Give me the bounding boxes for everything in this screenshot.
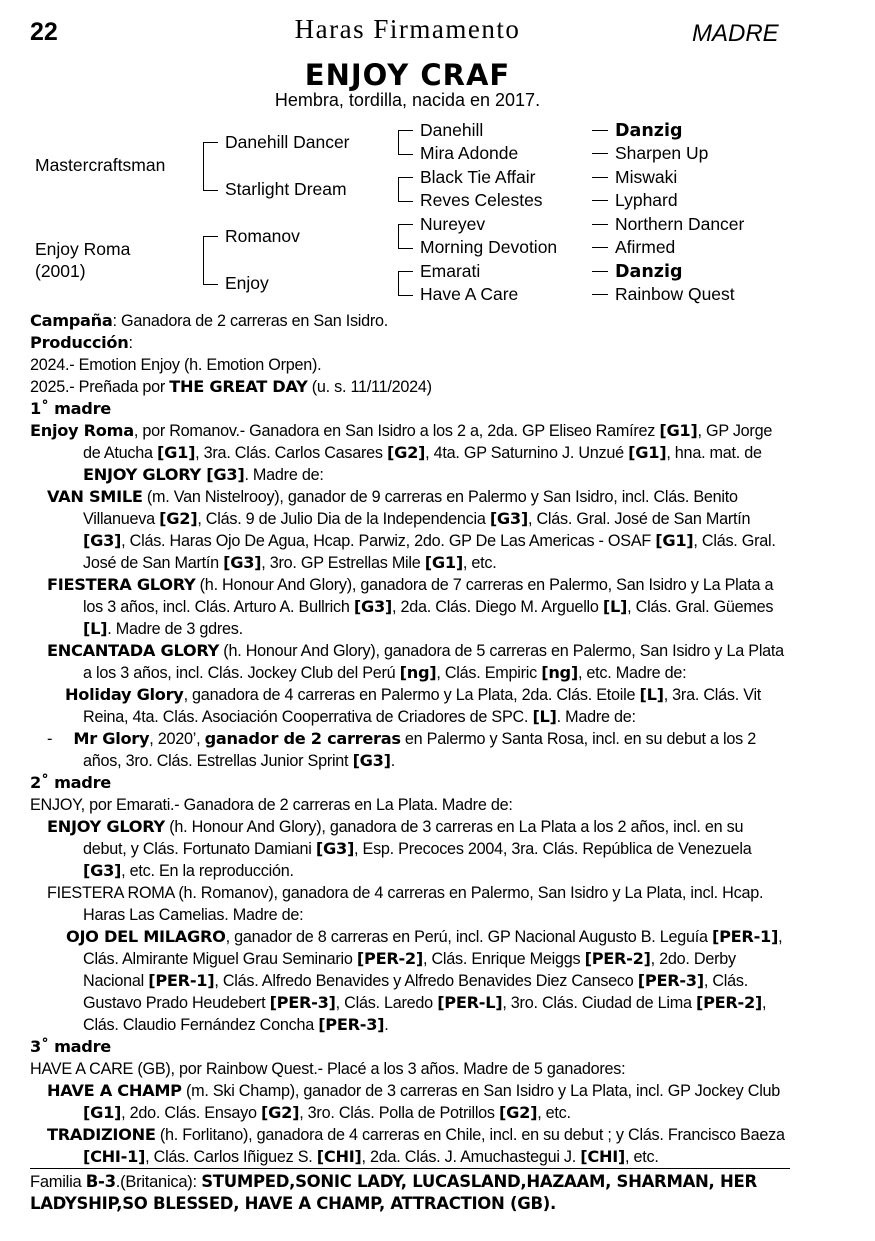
section-label: MADRE <box>692 20 779 47</box>
pedigree-bracket <box>398 177 413 202</box>
pedigree-g4: Miswaki <box>615 167 678 187</box>
madre1-heading: 1˚ madre <box>30 399 111 418</box>
pedigree-dam-year: (2001) <box>35 261 86 281</box>
haras-title: Haras Firmamento <box>294 14 521 44</box>
pedigree-g3: Reves Celestes <box>420 190 543 210</box>
produccion-line: 2025.- Preñada por THE GREAT DAY (u. s. 11/11/2024) <box>30 377 432 396</box>
pedigree-g2: Starlight Dream <box>225 179 347 199</box>
pedigree-dam: Enjoy Roma <box>35 239 131 259</box>
offspring-van-smile: VAN SMILE (m. Van Nistelrooy), ganador de 9 carreras en Palermo y San Isidro, incl. Clás. Benito Villanueva [G2], Clás. 9 de Julio Dia de la Independencia [G3], Clás. Gral. José de San Martín [G3], Clás. Haras Ojo De Agua, Hcap. Parwiz, 2do. GP De Las Americas - OSAF [G1], Clás. Gral. José de San Martín [G3], 3ro. GP Estrellas Mile [G1], etc. <box>47 487 776 572</box>
page-number: 22 <box>30 18 58 46</box>
offspring-tradizione: TRADIZIONE (h. Forlitano), ganadora de 4 carreras en Chile, incl. en su debut ; y Clás. Francisco Baeza [CHI-1], Clás. Carlos Iñiguez S. [CHI], 2da. Clás. J. Amuchastegui J. [CHI], etc. <box>47 1125 785 1166</box>
pedigree-dash <box>592 247 608 248</box>
pedigree-g4: Northern Dancer <box>615 214 745 234</box>
pedigree-g4: Lyphard <box>615 190 678 210</box>
offspring-mr-glory: - Mr Glory, 2020’, ganador de 2 carreras en Palermo y Santa Rosa, incl. en su debut a los 2 años, 3ro. Clás. Estrellas Junior Sprint [G3]. <box>47 729 756 770</box>
pedigree-g3: Have A Care <box>420 284 519 304</box>
madre2-heading: 2˚ madre <box>30 773 111 792</box>
pedigree-dash <box>592 271 608 272</box>
horse-name: ENJOY CRAF <box>304 58 511 92</box>
offspring-ojo-del-milagro: OJO DEL MILAGRO, ganador de 8 carreras en Perú, incl. GP Nacional Augusto B. Leguía [PER-1], Clás. Almirante Miguel Grau Seminario [PER-2], Clás. Enrique Meiggs [PER-2], 2do. Derby Nacional [PER-1], Clás. Alfredo Benavides y Alfredo Benavides Diez Canseco [PER-3], Clás. Gustavo Prado Heudebert [PER-3], Clás. Laredo [PER-L], 3ro. Clás. Ciudad de Lima [PER-2], Clás. Claudio Fernández Concha [PER-3]. <box>66 927 783 1034</box>
pedigree-g2: Romanov <box>225 226 300 246</box>
pedigree-g2: Enjoy <box>225 273 269 293</box>
pedigree-g4: Danzig <box>615 262 683 282</box>
pedigree-g4: Danzig <box>615 121 683 141</box>
offspring-enjoy-glory: ENJOY GLORY (h. Honour And Glory), ganadora de 3 carreras en La Plata a los 2 años, incl. en su debut, y Clás. Fortunato Damiani [G3], Esp. Precoces 2004, 3ra. Clás. República de Venezuela [G3], etc. En la reproducción. <box>47 817 752 880</box>
pedigree-g2: Danehill Dancer <box>225 132 350 152</box>
pedigree-g4: Afirmed <box>615 237 676 257</box>
madre3-heading: 3˚ madre <box>30 1037 111 1056</box>
pedigree-bracket <box>398 271 413 296</box>
pedigree-bracket <box>203 236 218 285</box>
pedigree-g3: Morning Devotion <box>420 237 558 257</box>
madre3-intro: HAVE A CARE (GB), por Rainbow Quest.- Placé a los 3 años. Madre de 5 ganadores: <box>30 1060 626 1078</box>
pedigree-g3: Emarati <box>420 261 481 281</box>
offspring-fiestera-glory: FIESTERA GLORY (h. Honour And Glory), ganadora de 7 carreras en Palermo, San Isidro y La Plata a los 3 años, incl. Clás. Arturo A. Bullrich [G3], 2da. Clás. Diego M. Arguello [L], Clás. Gral. Güemes [L]. Madre de 3 gdres. <box>47 575 774 638</box>
pedigree-dash <box>592 224 608 225</box>
pedigree-dash <box>592 153 608 154</box>
pedigree-g4: Sharpen Up <box>615 143 709 163</box>
pedigree-g4: Rainbow Quest <box>615 284 735 304</box>
pedigree-g3: Nureyev <box>420 214 486 234</box>
pedigree-g3: Danehill <box>420 120 484 140</box>
produccion-heading: Producción: <box>30 333 133 352</box>
pedigree-dash <box>592 130 608 131</box>
pedigree-bracket <box>398 130 413 155</box>
pedigree-dash <box>592 177 608 178</box>
offspring-have-a-champ: HAVE A CHAMP (m. Ski Champ), ganador de 3 carreras en San Isidro y La Plata, incl. GP Jockey Club [G1], 2do. Clás. Ensayo [G2], 3ro. Clás. Polla de Potrillos [G2], etc. <box>47 1081 781 1122</box>
horse-description: Hembra, tordilla, nacida en 2017. <box>274 90 541 110</box>
offspring-holiday-glory: Holiday Glory, ganadora de 4 carreras en Palermo y La Plata, 2da. Clás. Etoile [L], 3ra. Clás. Vit Reina, 4ta. Clás. Asociación Cooperrativa de Criadores de SPC. [L]. Madre de: <box>65 685 762 726</box>
pedigree-dash <box>592 200 608 201</box>
produccion-line: 2024.- Emotion Enjoy (h. Emotion Orpen). <box>30 356 322 374</box>
catalog-body <box>30 310 790 1215</box>
pedigree-bracket <box>203 142 218 191</box>
campana: Campaña: Ganadora de 2 carreras en San Isidro. <box>30 311 389 330</box>
pedigree-dash <box>592 294 608 295</box>
madre2-intro: ENJOY, por Emarati.- Ganadora de 2 carreras en La Plata. Madre de: <box>30 796 513 814</box>
offspring-fiestera-roma: FIESTERA ROMA (h. Romanov), ganadora de 4 carreras en Palermo, San Isidro y La Plata, incl. Hcap. Haras Las Camelias. Madre de: <box>47 884 764 924</box>
pedigree-g3: Mira Adonde <box>420 143 519 163</box>
offspring-encantada-glory: ENCANTADA GLORY (h. Honour And Glory), ganadora de 5 carreras en Palermo, San Isidro y La Plata a los 3 años, incl. Clás. Jockey Club del Perú [ng], Clás. Empiric [ng], etc. Madre de: <box>47 641 784 682</box>
madre1-entry: Enjoy Roma, por Romanov.- Ganadora en San Isidro a los 2 a, 2da. GP Eliseo Ramírez [G1], GP Jorge de Atucha [G1], 3ra. Clás. Carlos Casares [G2], 4ta. GP Saturnino J. Unzué [G1], hna. mat. de ENJOY GLORY [G3]. Madre de: <box>30 421 773 484</box>
pedigree-bracket <box>398 224 413 249</box>
pedigree-sire: Mastercraftsman <box>35 155 166 175</box>
pedigree-g3: Black Tie Affair <box>420 167 536 187</box>
familia: Familia B-3.(Britanica): STUMPED,SONIC LADY, LUCASLAND,HAZAAM, SHARMAN, HER LADYSHIP,SO BLESSED, HAVE A CHAMP, ATTRACTION (GB). <box>30 1168 790 1215</box>
